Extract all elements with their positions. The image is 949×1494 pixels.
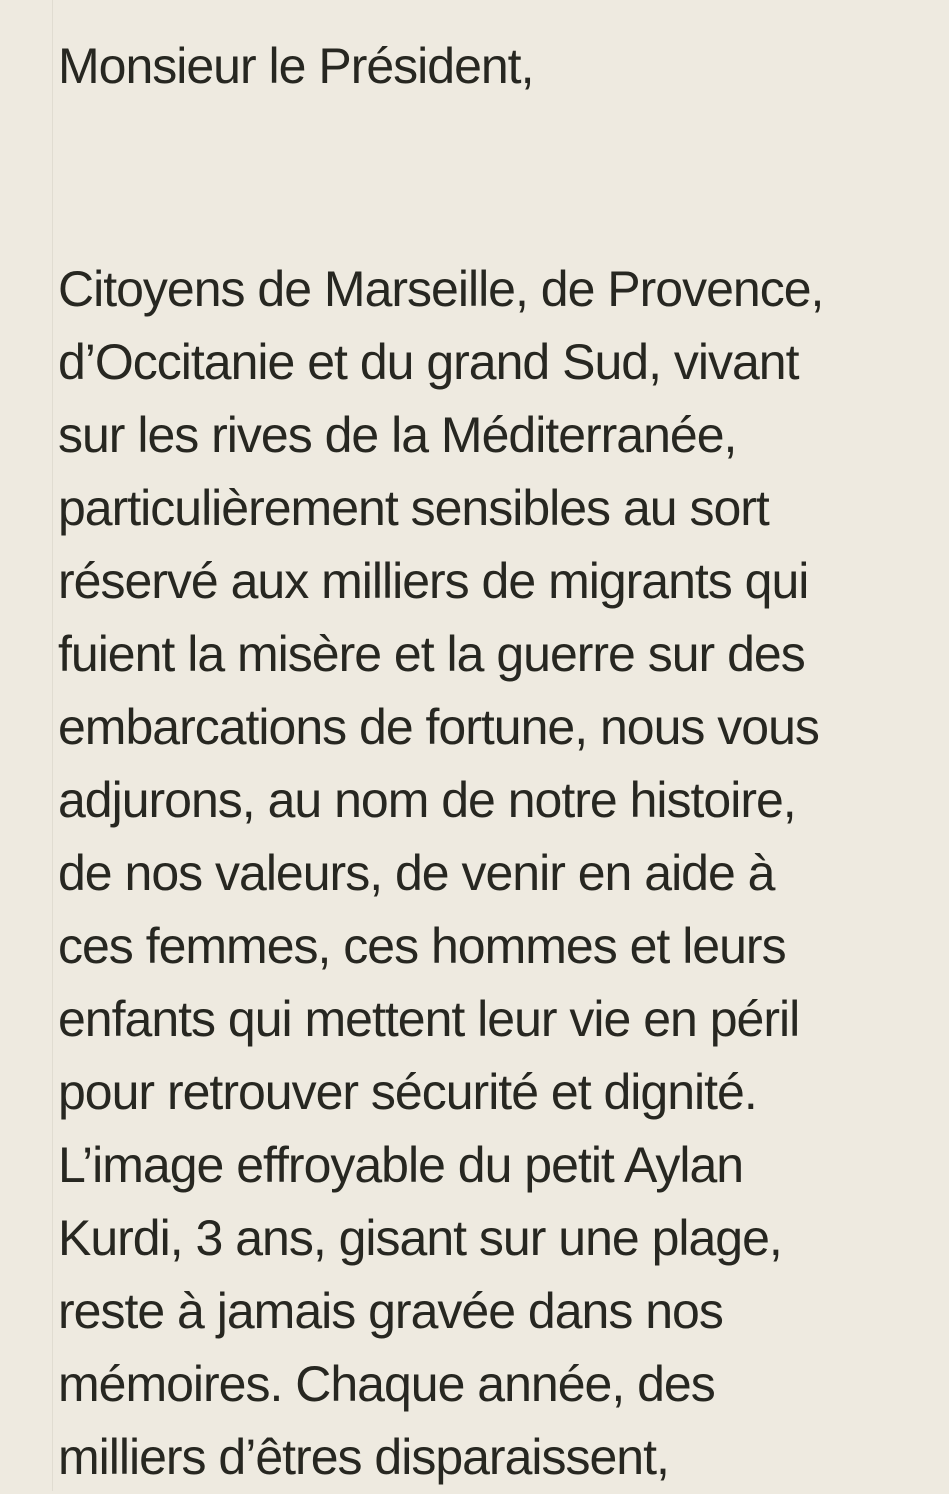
body-line: embarcations de fortune, nous vous — [58, 699, 819, 755]
body-line: ces femmes, ces hommes et leurs — [58, 918, 786, 974]
body-line: Citoyens de Marseille, de Provence, — [58, 261, 824, 317]
body-line: L’image effroyable du petit Aylan — [58, 1137, 744, 1193]
body-line: milliers d’êtres disparaissent, — [58, 1429, 669, 1485]
body-line: réservé aux milliers de migrants qui — [58, 553, 809, 609]
body-line: d’Occitanie et du grand Sud, vivant — [58, 334, 799, 390]
body-line: Kurdi, 3 ans, gisant sur une plage, — [58, 1210, 782, 1266]
body-line: sur les rives de la Méditerranée, — [58, 407, 737, 463]
body-line: mémoires. Chaque année, des — [58, 1356, 715, 1412]
body-line: fuient la misère et la guerre sur des — [58, 626, 805, 682]
letter-body — [58, 253, 921, 1494]
body-line: particulièrement sensibles au sort — [58, 480, 769, 536]
body-line: adjurons, au nom de notre histoire, — [58, 772, 796, 828]
body-line: pour retrouver sécurité et dignité. — [58, 1064, 757, 1120]
body-line: de nos valeurs, de venir en aide à — [58, 845, 775, 901]
salutation: Monsieur le Président, — [58, 38, 534, 94]
body-line: reste à jamais gravée dans nos — [58, 1283, 723, 1339]
body-line: enfants qui mettent leur vie en péril — [58, 991, 800, 1047]
